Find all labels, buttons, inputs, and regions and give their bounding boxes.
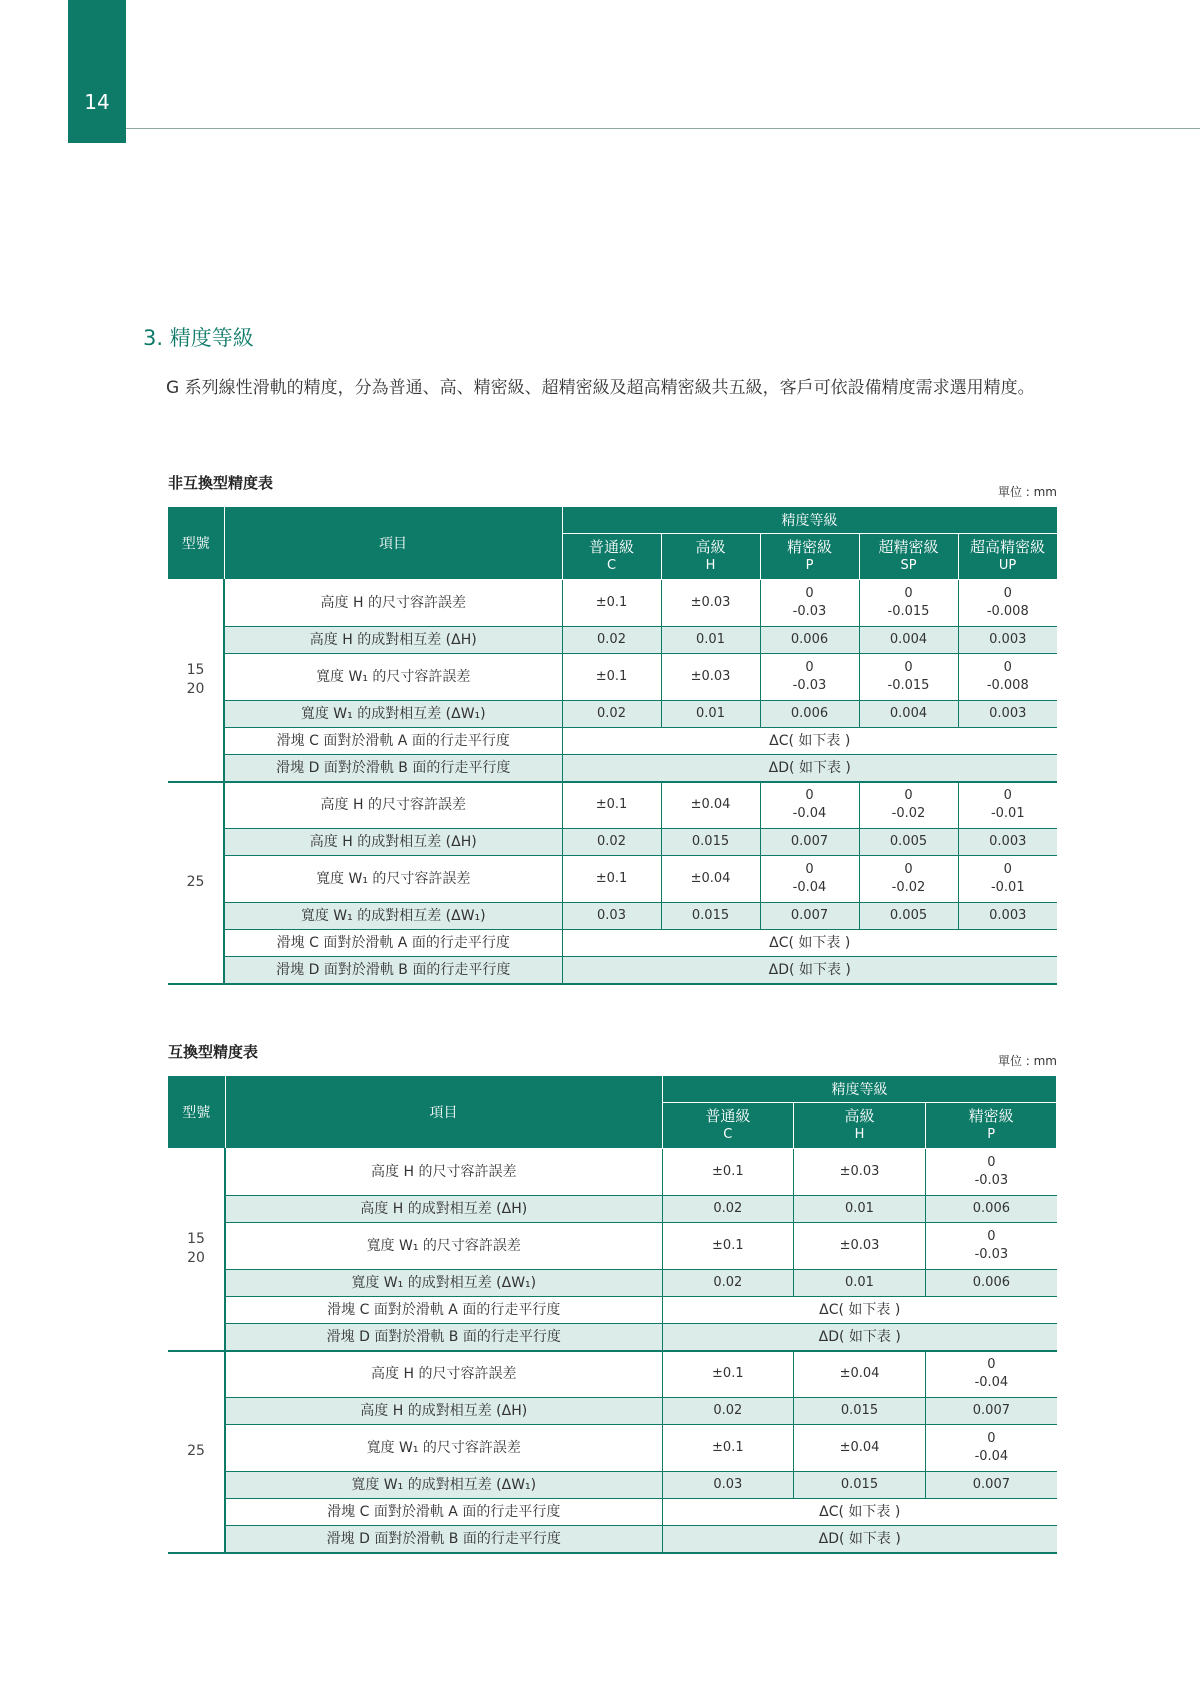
- table-row: [168, 1324, 1057, 1351]
- value-cell: 0.004: [859, 627, 958, 654]
- interchangeable-accuracy-table: [168, 1075, 1057, 1554]
- value-cell: 0.02: [662, 1270, 794, 1297]
- item-label-cell: 寬度 W₁ 的成對相互差 (ΔW₁): [225, 1270, 662, 1297]
- header-grade-c: [562, 534, 661, 580]
- table-row: [168, 1196, 1057, 1223]
- table-row: [168, 903, 1057, 930]
- header-grade-sp: [859, 534, 958, 580]
- value-cell: ±0.03: [794, 1223, 926, 1270]
- intro-paragraph: G 系列線性滑軌的精度，分為普通、高、精密級、超精密級及超高精密級共五級，客戶可依設備精度需求選用精度。: [166, 378, 1035, 398]
- grade-name: 超精密級: [878, 538, 939, 556]
- item-label-cell: 滑塊 D 面對於滑軌 B 面的行走平行度: [225, 1526, 662, 1553]
- grade-name: 高級: [844, 1107, 875, 1125]
- grade-code: P: [805, 558, 814, 573]
- value-cell: 0.015: [794, 1472, 926, 1499]
- value-cell: 0.03: [562, 903, 661, 930]
- value-cell: 0 -0.015: [859, 654, 958, 701]
- table-row: [168, 1297, 1057, 1324]
- value-cell: ±0.1: [562, 856, 661, 903]
- value-cell: 0.003: [958, 903, 1057, 930]
- header-grade-h: [794, 1103, 926, 1149]
- grade-code: H: [705, 558, 716, 573]
- value-cell: ±0.1: [662, 1351, 794, 1398]
- header-model: 型號: [168, 507, 224, 580]
- value-cell: ±0.1: [562, 782, 661, 829]
- grade-code: C: [723, 1127, 733, 1142]
- value-cell: 0 -0.04: [760, 782, 859, 829]
- item-label-cell: 滑塊 C 面對於滑軌 A 面的行走平行度: [224, 930, 562, 957]
- item-label-cell: 高度 H 的尺寸容許誤差: [224, 782, 562, 829]
- value-cell: 0 -0.03: [925, 1223, 1057, 1270]
- value-cell: 0.01: [794, 1270, 926, 1297]
- table1-title: 非互換型精度表: [168, 474, 274, 492]
- value-cell: 0 -0.02: [859, 782, 958, 829]
- table2-title: 互換型精度表: [168, 1043, 259, 1061]
- header-grade-up: [958, 534, 1057, 580]
- value-cell: 0.01: [661, 627, 760, 654]
- table-row: [168, 829, 1057, 856]
- value-cell: 0.02: [562, 829, 661, 856]
- value-cell: 0 -0.04: [925, 1351, 1057, 1398]
- value-cell: ±0.1: [662, 1425, 794, 1472]
- value-cell: 0.006: [925, 1196, 1057, 1223]
- value-cell: 0.02: [662, 1398, 794, 1425]
- value-cell: 0.007: [925, 1398, 1057, 1425]
- parallelism-cell: ΔD( 如下表 ): [562, 755, 1057, 782]
- value-cell: 0.015: [794, 1398, 926, 1425]
- item-label-cell: 滑塊 C 面對於滑軌 A 面的行走平行度: [225, 1297, 662, 1324]
- page-number: 14: [84, 90, 110, 114]
- value-cell: 0.006: [760, 701, 859, 728]
- value-cell: 0.02: [662, 1196, 794, 1223]
- item-label-cell: 寬度 W₁ 的尺寸容許誤差: [224, 856, 562, 903]
- grade-name: 精密級: [786, 538, 832, 556]
- item-label-cell: 滑塊 C 面對於滑軌 A 面的行走平行度: [225, 1499, 662, 1526]
- header-model: 型號: [168, 1076, 225, 1149]
- item-label-cell: 滑塊 C 面對於滑軌 A 面的行走平行度: [224, 728, 562, 755]
- non-interchangeable-accuracy-table: [168, 506, 1058, 985]
- grade-code: C: [606, 558, 617, 573]
- value-cell: 0 -0.04: [760, 856, 859, 903]
- header-grade-p: [760, 534, 859, 580]
- header-item: 項目: [225, 1076, 662, 1149]
- value-cell: 0.007: [760, 903, 859, 930]
- value-cell: ±0.04: [661, 782, 760, 829]
- table-row: [168, 580, 1057, 627]
- value-cell: 0 -0.03: [925, 1149, 1057, 1196]
- value-cell: ±0.04: [794, 1425, 926, 1472]
- table-row: [168, 1223, 1057, 1270]
- value-cell: 0.01: [794, 1196, 926, 1223]
- item-label-cell: 高度 H 的尺寸容許誤差: [225, 1351, 662, 1398]
- header-rule: [126, 128, 1200, 129]
- item-label-cell: 高度 H 的成對相互差 (ΔH): [225, 1398, 662, 1425]
- model-number-cell: 25: [168, 1351, 225, 1553]
- value-cell: ±0.03: [661, 580, 760, 627]
- table-row: [168, 856, 1057, 903]
- value-cell: ±0.04: [794, 1351, 926, 1398]
- item-label-cell: 滑塊 D 面對於滑軌 B 面的行走平行度: [224, 755, 562, 782]
- item-label-cell: 高度 H 的成對相互差 (ΔH): [224, 627, 562, 654]
- value-cell: ±0.03: [661, 654, 760, 701]
- value-cell: 0 -0.03: [760, 654, 859, 701]
- value-cell: 0.02: [562, 627, 661, 654]
- value-cell: 0.003: [958, 627, 1057, 654]
- parallelism-cell: ΔC( 如下表 ): [562, 930, 1057, 957]
- parallelism-cell: ΔC( 如下表 ): [662, 1297, 1057, 1324]
- table-row: [168, 1526, 1057, 1553]
- grade-code: SP: [900, 558, 917, 573]
- page-tab: [68, 0, 126, 143]
- header-accuracy-grade: 精度等級: [562, 507, 1057, 534]
- item-label-cell: 寬度 W₁ 的尺寸容許誤差: [225, 1223, 662, 1270]
- value-cell: 0.007: [760, 829, 859, 856]
- value-cell: 0 -0.01: [958, 782, 1057, 829]
- model-number-cell: 15 20: [168, 580, 224, 782]
- table-row: [168, 1425, 1057, 1472]
- table-row: [168, 930, 1057, 957]
- table-row: [168, 957, 1057, 984]
- value-cell: 0 -0.02: [859, 856, 958, 903]
- value-cell: ±0.1: [562, 580, 661, 627]
- value-cell: 0.01: [661, 701, 760, 728]
- item-label-cell: 高度 H 的尺寸容許誤差: [225, 1149, 662, 1196]
- table-row: [168, 627, 1057, 654]
- item-label-cell: 滑塊 D 面對於滑軌 B 面的行走平行度: [224, 957, 562, 984]
- model-number-cell: 15 20: [168, 1149, 225, 1351]
- value-cell: 0.005: [859, 903, 958, 930]
- value-cell: ±0.04: [661, 856, 760, 903]
- table-row: [168, 701, 1057, 728]
- value-cell: 0 -0.03: [760, 580, 859, 627]
- header-grade-c: [662, 1103, 794, 1149]
- item-label-cell: 寬度 W₁ 的成對相互差 (ΔW₁): [225, 1472, 662, 1499]
- value-cell: ±0.1: [562, 654, 661, 701]
- header-grade-h: [661, 534, 760, 580]
- table-row: [168, 654, 1057, 701]
- value-cell: 0 -0.04: [925, 1425, 1057, 1472]
- parallelism-cell: ΔC( 如下表 ): [562, 728, 1057, 755]
- parallelism-cell: ΔC( 如下表 ): [662, 1499, 1057, 1526]
- grade-name: 普通級: [588, 538, 634, 556]
- value-cell: 0.02: [562, 701, 661, 728]
- grade-code: H: [854, 1127, 865, 1142]
- grade-name: 普通級: [705, 1107, 751, 1125]
- value-cell: 0 -0.008: [958, 654, 1057, 701]
- value-cell: 0.004: [859, 701, 958, 728]
- value-cell: 0.005: [859, 829, 958, 856]
- section-title: 3. 精度等級: [143, 326, 254, 350]
- value-cell: 0.003: [958, 829, 1057, 856]
- item-label-cell: 滑塊 D 面對於滑軌 B 面的行走平行度: [225, 1324, 662, 1351]
- table-row: [168, 782, 1057, 829]
- value-cell: 0.007: [925, 1472, 1057, 1499]
- grade-code: UP: [998, 558, 1017, 573]
- table1-unit: 單位 : mm: [997, 485, 1057, 499]
- value-cell: 0 -0.015: [859, 580, 958, 627]
- value-cell: ±0.1: [662, 1149, 794, 1196]
- table-row: [168, 1499, 1057, 1526]
- value-cell: ±0.1: [662, 1223, 794, 1270]
- value-cell: 0.015: [661, 829, 760, 856]
- value-cell: 0.03: [662, 1472, 794, 1499]
- value-cell: 0.015: [661, 903, 760, 930]
- grade-name: 高級: [695, 538, 726, 556]
- parallelism-cell: ΔD( 如下表 ): [662, 1324, 1057, 1351]
- item-label-cell: 高度 H 的尺寸容許誤差: [224, 580, 562, 627]
- grade-name: 超高精密級: [970, 538, 1046, 556]
- table-row: [168, 755, 1057, 782]
- item-label-cell: 寬度 W₁ 的成對相互差 (ΔW₁): [224, 903, 562, 930]
- item-label-cell: 寬度 W₁ 的尺寸容許誤差: [225, 1425, 662, 1472]
- header-grade-p: [925, 1103, 1057, 1149]
- table2-unit: 單位 : mm: [997, 1054, 1057, 1068]
- parallelism-cell: ΔD( 如下表 ): [662, 1526, 1057, 1553]
- grade-code: P: [987, 1127, 996, 1142]
- value-cell: ±0.03: [794, 1149, 926, 1196]
- parallelism-cell: ΔD( 如下表 ): [562, 957, 1057, 984]
- header-accuracy-grade: 精度等級: [662, 1076, 1057, 1103]
- value-cell: 0.006: [925, 1270, 1057, 1297]
- table-row: [168, 1398, 1057, 1425]
- table-row: [168, 728, 1057, 755]
- value-cell: 0 -0.01: [958, 856, 1057, 903]
- item-label-cell: 寬度 W₁ 的成對相互差 (ΔW₁): [224, 701, 562, 728]
- table-row: [168, 1351, 1057, 1398]
- header-item: 項目: [224, 507, 562, 580]
- model-number-cell: 25: [168, 782, 224, 984]
- table-row: [168, 1149, 1057, 1196]
- item-label-cell: 高度 H 的成對相互差 (ΔH): [224, 829, 562, 856]
- value-cell: 0 -0.008: [958, 580, 1057, 627]
- item-label-cell: 高度 H 的成對相互差 (ΔH): [225, 1196, 662, 1223]
- value-cell: 0.006: [760, 627, 859, 654]
- grade-name: 精密級: [968, 1107, 1014, 1125]
- table-row: [168, 1270, 1057, 1297]
- item-label-cell: 寬度 W₁ 的尺寸容許誤差: [224, 654, 562, 701]
- value-cell: 0.003: [958, 701, 1057, 728]
- table-row: [168, 1472, 1057, 1499]
